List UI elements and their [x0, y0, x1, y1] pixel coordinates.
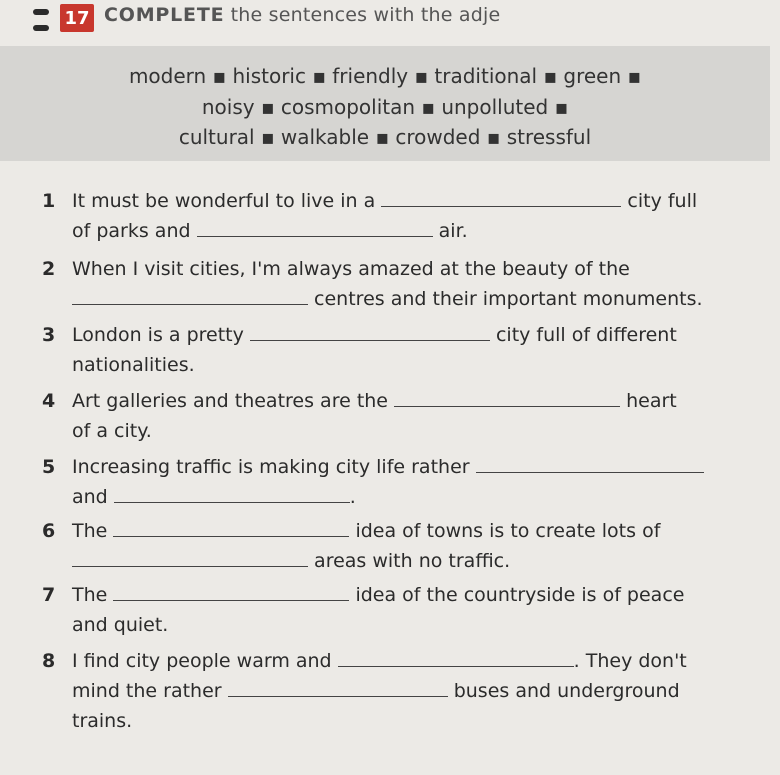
sentence-4-line-2: of a city. — [72, 420, 152, 442]
word-box — [0, 46, 770, 161]
sentence-2-line-1: 2 When I visit cities, I'm always amazed at the beauty of the — [42, 258, 630, 280]
sentence-4-line-1: 4 Art galleries and theatres are the heart — [42, 390, 677, 412]
sentence-1-line-2: of parks and air. — [72, 220, 468, 242]
sentence-7-line-1: 7 The idea of the countryside is of peace — [42, 584, 685, 606]
sentence-5-line-2: and . — [72, 486, 356, 508]
blank-field[interactable] — [113, 599, 349, 601]
blank-field[interactable] — [197, 235, 433, 237]
blank-field[interactable] — [228, 695, 448, 697]
word-box-line: noisy ▪ cosmopolitan ▪ unpolluted ▪ — [201, 95, 569, 119]
exercise-instruction: COMPLETE the sentences with the adje — [104, 4, 501, 26]
bullet-bar-icon — [33, 9, 49, 15]
sentence-8-line-2: mind the rather buses and underground — [72, 680, 680, 702]
exercise-number-badge: 17 — [60, 4, 94, 32]
word-box-line: cultural ▪ walkable ▪ crowded ▪ stressful — [178, 125, 592, 149]
sentence-3-line-2: nationalities. — [72, 354, 195, 376]
sentence-3-line-1: 3 London is a pretty city full of different — [42, 324, 677, 346]
blank-field[interactable] — [114, 501, 350, 503]
blank-field[interactable] — [394, 405, 620, 407]
sentence-8-line-1: 8 I find city people warm and . They don't — [42, 650, 687, 672]
exercise-header — [0, 0, 780, 44]
blank-field[interactable] — [113, 535, 349, 537]
blank-field[interactable] — [72, 303, 308, 305]
sentence-2-line-2: centres and their important monuments. — [72, 288, 703, 310]
word-box-line: modern ▪ historic ▪ friendly ▪ traditional ▪ green ▪ — [128, 64, 642, 88]
sentence-1-line-1: 1 It must be wonderful to live in a city full — [42, 190, 698, 212]
blank-field[interactable] — [338, 665, 574, 667]
blank-field[interactable] — [476, 471, 704, 473]
sentence-8-line-3: trains. — [72, 710, 133, 732]
sentence-7-line-2: and quiet. — [72, 614, 169, 636]
bullet-bar-icon — [33, 25, 49, 31]
blank-field[interactable] — [72, 565, 308, 567]
sentence-6-line-2: areas with no traffic. — [72, 550, 510, 572]
blank-field[interactable] — [381, 205, 621, 207]
sentence-5-line-1: 5 Increasing traffic is making city life rather — [42, 456, 704, 478]
blank-field[interactable] — [250, 339, 490, 341]
sentence-6-line-1: 6 The idea of towns is to create lots of — [42, 520, 661, 542]
